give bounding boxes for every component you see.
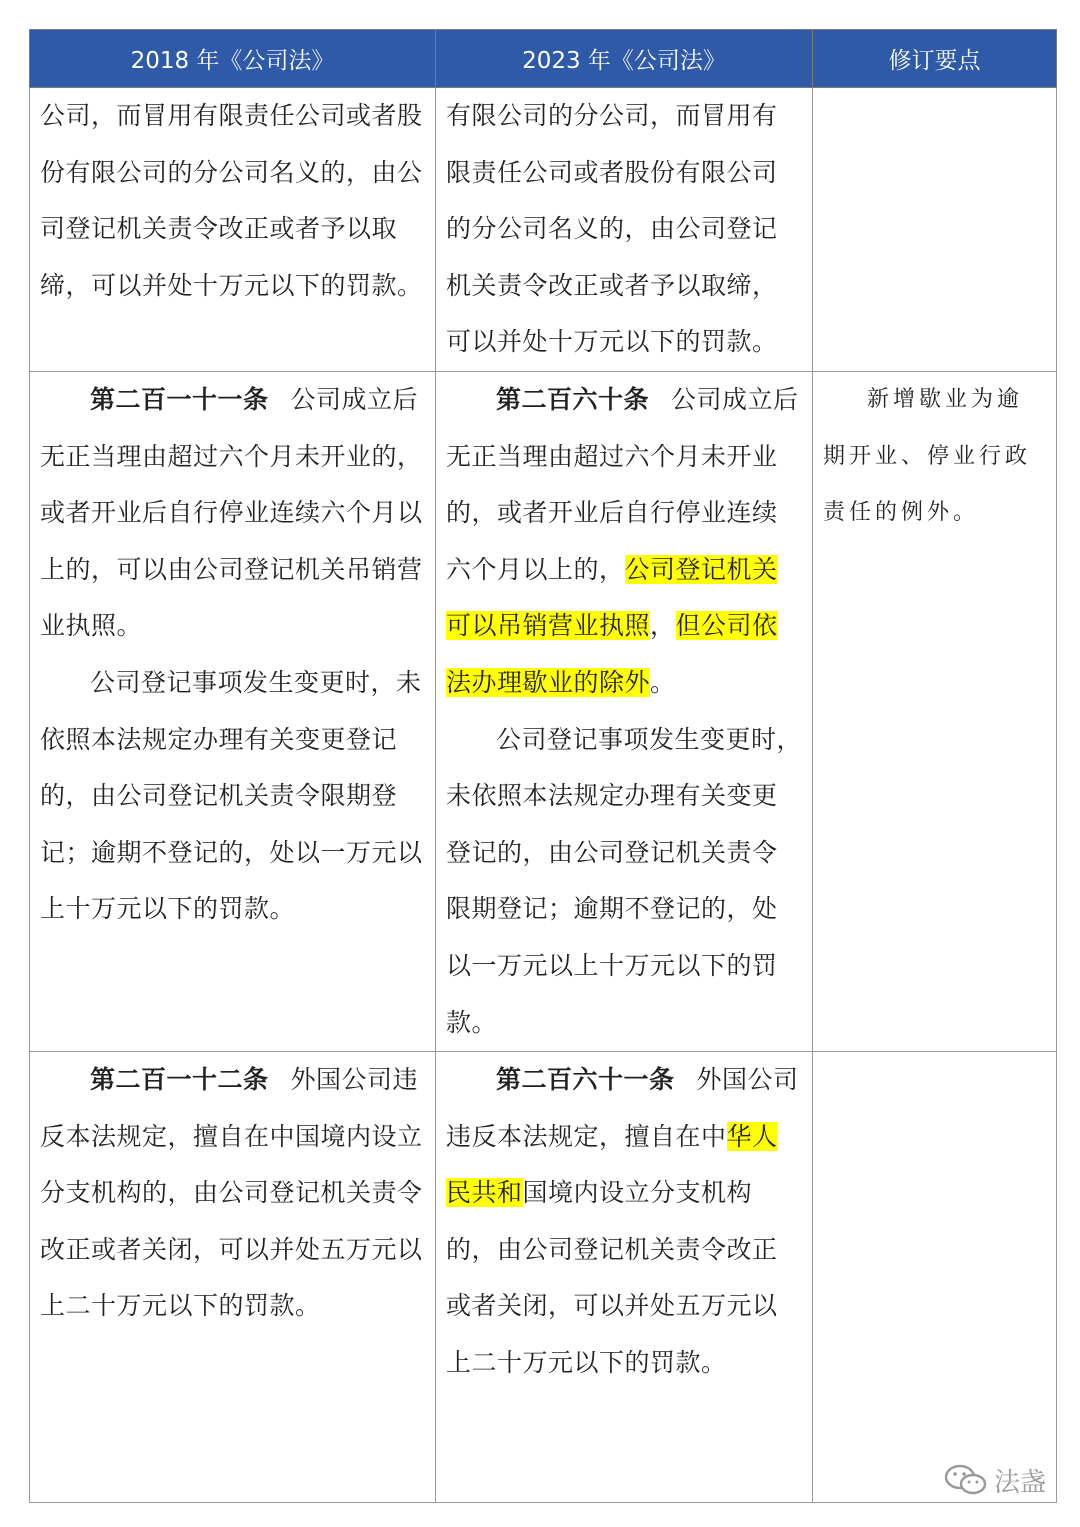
old-text: 公司，而冒用有限责任公司或者股份有限公司的分公司名义的，由公司登记机关责令改正或者予以取缔，可以并处十万元以下的罚款。 [40,101,423,300]
new-text: 国境内设立分支机构的，由公司登记机关责令改正或者关闭，可以并处五万元以上二十万元以下的罚款。 [446,1178,778,1378]
old-text: 外国公司违反本法规定，擅自在中国境内设立分支机构的，由公司登记机关责令改正或者关闭，可以并处五万元以上二十万元以下的罚款。 [40,1065,423,1321]
watermark-text: 法盏 [994,1467,1047,1498]
new-text: ， [650,611,676,641]
wechat-icon [944,1463,988,1497]
new-text: 外国公司违反本法规定，擅自在中 [446,1065,799,1151]
cell-2023 [436,371,813,1051]
watermark [944,1455,1046,1505]
table-row [30,371,1057,1051]
comparison-table [29,29,1057,1503]
cell-note [813,88,1057,372]
cell-2018 [30,371,436,1051]
header-2018-law: 2018 年《公司法》 [30,30,436,88]
table-row [30,1052,1057,1503]
cell-note [813,371,1057,1051]
cell-2023 [436,1052,813,1503]
cell-2018 [30,1052,436,1503]
old-text: 公司成立后无正当理由超过六个月未开业的，或者开业后自行停业连续六个月以上的，可以由公司登记机关吊销营业执照。 [40,384,423,641]
old-paragraph: 公司登记事项发生变更时，未依照本法规定办理有关变更登记的，由公司登记机关责令限期登记；逾期不登记的，处以一万元以上十万元以下的罚款。 [40,667,423,924]
highlighted-text: 华人民共和 [446,1121,778,1208]
new-paragraph [446,372,802,712]
old-paragraph [40,1052,425,1335]
cell-note [813,1052,1057,1503]
new-paragraph [446,1052,802,1392]
old-paragraph [40,372,425,655]
highlighted-text: 公司登记机关可以吊销营业执照 [446,554,778,641]
article-number: 第二百六十条 [496,384,650,414]
new-paragraph: 公司登记事项发生变更时，未依照本法规定办理有关变更登记的，由公司登记机关责令限期登记；逾期不登记的，处以一万元以上十万元以下的罚款。 [446,724,803,1037]
header-revision-points: 修订要点 [813,30,1057,88]
article-number: 第二百一十一条 [90,384,269,414]
new-text: 公司成立后无正当理由超过六个月未开业的，或者开业后自行停业连续六个月以上的， [446,384,799,584]
table-row [30,88,1057,372]
new-text: 。 [650,667,676,697]
header-2023-law: 2023 年《公司法》 [436,30,813,88]
article-number: 第二百六十一条 [496,1065,675,1095]
new-text: 有限公司的分公司，而冒用有限责任公司或者股份有限公司的分公司名义的，由公司登记机关责令改正或者予以取缔，可以并处十万元以下的罚款。 [446,101,778,357]
note-text: 新增歇业为逾期开业、停业行政责任的例外。 [823,386,1032,526]
cell-2023 [436,88,813,372]
highlighted-text: 但公司依法办理歇业的除外 [446,611,778,697]
header-row [30,30,1057,88]
cell-2018 [30,88,436,372]
article-number: 第二百一十二条 [90,1065,269,1095]
